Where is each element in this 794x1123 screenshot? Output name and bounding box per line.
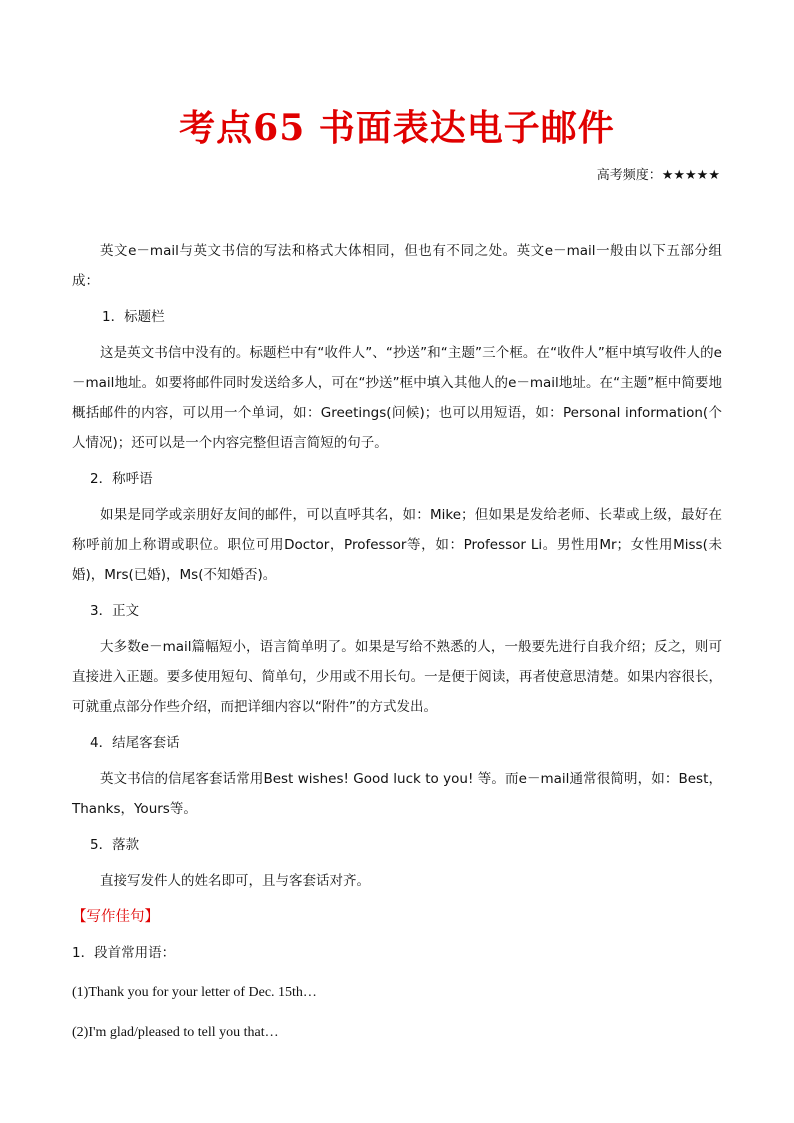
section-heading: 3．正文	[90, 603, 140, 619]
frequency-label: 高考频度：	[596, 168, 662, 183]
section-text: 这是英文书信中没有的。标题栏中有“收件人”、“抄送”和“主题”三个框。在“收件人”框中填写收件人的e－mail地址。如要将邮件同时发送给多人，可在“抄送”框中填入其他人的e－mail地址。在“主题”框中简要地概括邮件的内容，可以用一个单词，如：Greetings(问候)；也可以用短语，如：Personal information(个人情况)；还可以是一个内容完整但语言简短的句子。	[72, 345, 722, 451]
section-text: 如果是同学或亲朋好友间的邮件，可以直呼其名，如：Mike；但如果是发给老师、长辈或上级，最好在称呼前加上称谓或职位。职位可用Doctor，Professor等，如：Professor Li。男性用Mr；女性用Miss(未婚)，Mrs(已婚)，Ms(不知婚否)。	[72, 507, 722, 583]
section-text: 英文书信的信尾客套话常用Best wishes! Good luck to you! 等。而e－mail通常很简明，如：Best，Thanks，Yours等。	[72, 771, 722, 817]
section-heading: 4．结尾客套话	[90, 735, 180, 751]
document-body	[72, 236, 722, 1048]
section-text: 直接写发件人的姓名即可，且与客套话对齐。	[100, 873, 370, 889]
page-title: 考点65 书面表达电子邮件	[179, 107, 615, 149]
example-sentence: (1)Thank you for your letter of Dec. 15th…	[72, 985, 317, 1000]
exam-frequency	[597, 164, 720, 183]
section-heading: 1．标题栏	[102, 309, 165, 325]
writing-subheading: 1．段首常用语：	[72, 945, 176, 961]
frequency-stars: ★★★★★	[661, 168, 720, 183]
example-sentence: (2)I'm glad/pleased to tell you that…	[72, 1025, 279, 1040]
section-text: 大多数e－mail篇幅短小，语言简单明了。如果是写给不熟悉的人，一般要先进行自我介绍；反之，则可直接进入正题。要多使用短句、简单句，少用或不用长句。一是便于阅读，再者使意思清楚。如果内容很长，可就重点部分作些介绍，而把详细内容以“附件”的方式发出。	[72, 639, 722, 715]
section-heading: 5．落款	[90, 837, 140, 853]
writing-section-heading: 【写作佳句】	[72, 909, 159, 925]
intro-paragraph: 英文e－mail与英文书信的写法和格式大体相同，但也有不同之处。英文e－mail一般由以下五部分组成：	[72, 243, 722, 289]
section-heading: 2．称呼语	[90, 471, 153, 487]
